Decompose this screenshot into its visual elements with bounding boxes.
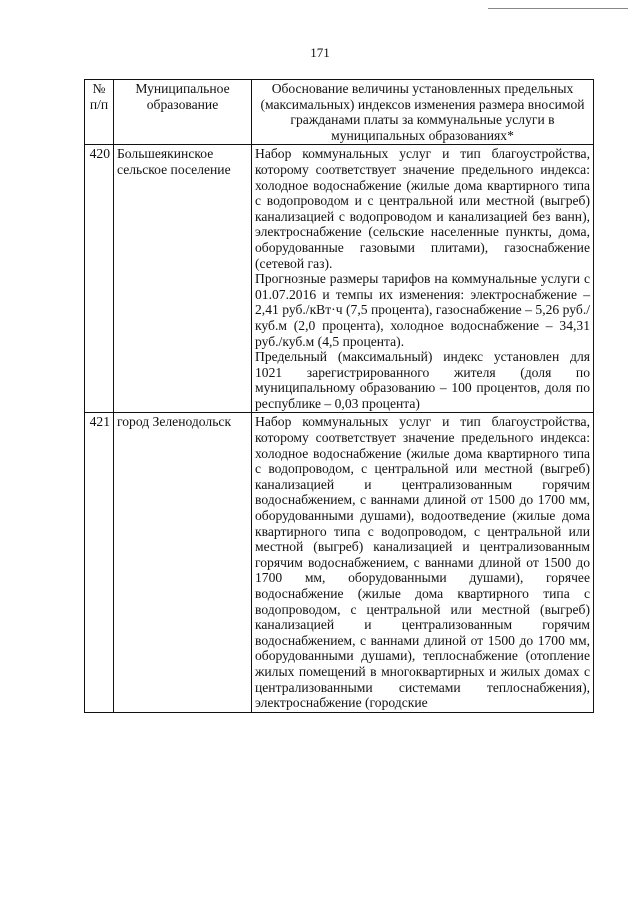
row-municipality: город Зеленодольск — [114, 413, 252, 712]
table-row — [85, 145, 594, 413]
justification-table — [84, 79, 594, 713]
justification-paragraph: Набор коммунальных услуг и тип благоустройства, которому соответствует значение предельного индекса: холодное водоснабжение (жилые дома квартирного типа с водопроводом и с центральной или местной (выгреб) канализацией с водопроводом и канализацией без ванн), электроснабжение (сельские населенные пункты, дома, оборудованные газовыми плитами), газоснабжение (сетевой газ). — [255, 146, 590, 271]
row-justification — [252, 413, 594, 712]
column-header-municipality: Муниципальное образование — [114, 80, 252, 145]
justification-paragraph: Предельный (максимальный) индекс установлен для 1021 зарегистрированного жителя (доля по муниципальному образованию – 100 процентов, доля по республике – 0,03 процента) — [255, 349, 590, 411]
row-municipality: Большеякинское сельское поселение — [114, 145, 252, 413]
table-row — [85, 413, 594, 712]
table-header-row — [85, 80, 594, 145]
justification-paragraph: Набор коммунальных услуг и тип благоустройства, которому соответствует значение предельного индекса: холодное водоснабжение (жилые дома квартирного типа с водопроводом, с центральной или местной (выгреб) канализацией и централизованным горячим водоснабжением, с ваннами длиной от 1500 до 1700 мм, оборудованными душами), водоотведение (жилые дома квартирного типа с водопроводом, с центральной или местной (выгреб) канализацией и централизованным горячим водоснабжением, с ваннами длиной от 1500 до 1700 мм, оборудованными душами), горячее водоснабжение (жилые дома квартирного типа с водопроводом, с центральной или местной (выгреб) канализацией и централизованным горячим водоснабжением, с ваннами длиной от 1500 до 1700 мм, оборудованными душами), теплоснабжение (отопление жилых помещений в многоквартирных и жилых домах с централизованными системами теплоснабжения), электроснабжение (городские — [255, 414, 590, 711]
row-justification — [252, 145, 594, 413]
column-header-number: № п/п — [85, 80, 114, 145]
page-number: 171 — [310, 45, 330, 60]
row-number: 421 — [85, 413, 114, 712]
top-rule — [488, 8, 628, 9]
column-header-justification: Обоснование величины установленных предельных (максимальных) индексов изменения размера вносимой гражданами платы за коммунальные услуги в муниципальных образованиях* — [252, 80, 594, 145]
row-number: 420 — [85, 145, 114, 413]
justification-paragraph: Прогнозные размеры тарифов на коммунальные услуги с 01.07.2016 и темпы их изменения: электроснабжение – 2,41 руб./кВт·ч (7,5 процента), газоснабжение – 5,26 руб./куб.м (2,0 процента), холодное водоснабжение – 34,31 руб./куб.м (4,5 процента). — [255, 271, 590, 349]
